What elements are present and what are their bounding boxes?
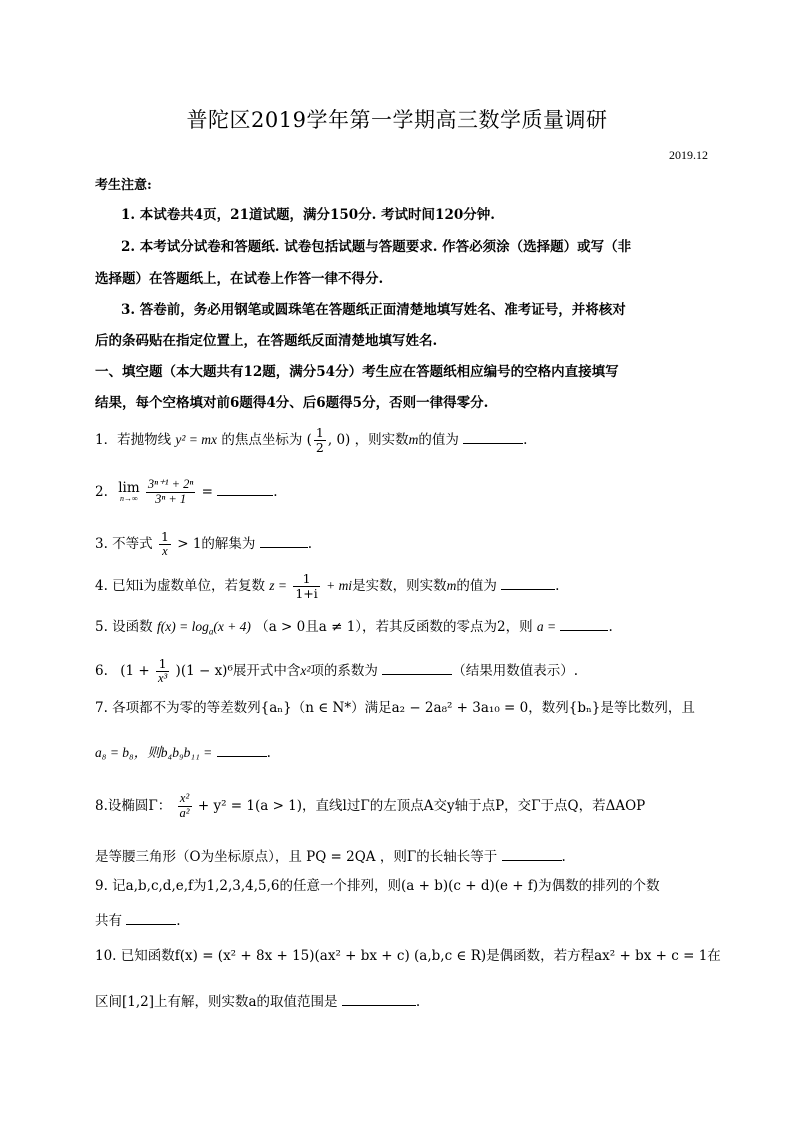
answer-blank[interactable] xyxy=(463,431,523,444)
q2-lim-text: lim xyxy=(118,479,140,496)
q10-period: . xyxy=(415,994,421,1010)
q5-function: f(x) = log xyxy=(156,619,209,634)
q5-period: . xyxy=(608,619,613,635)
q4-fraction xyxy=(293,572,319,601)
q4-text-post: 是实数，则实数 xyxy=(352,577,447,594)
q8-period: . xyxy=(561,849,566,865)
q2-numerator: 3ⁿ⁺¹ + 2ⁿ xyxy=(147,477,194,491)
question-4 xyxy=(95,572,559,601)
q4-numerator: 1 xyxy=(293,572,319,587)
answer-blank[interactable] xyxy=(501,577,555,590)
answer-blank[interactable] xyxy=(382,662,452,675)
q1-variable: m xyxy=(408,431,419,447)
answer-blank[interactable] xyxy=(260,535,308,548)
question-5 xyxy=(95,618,613,637)
q4-text: 4. 已知i为虚数单位，若复数 xyxy=(95,577,265,594)
q2-equals: = xyxy=(201,483,213,500)
question-10-line-2 xyxy=(95,993,420,1010)
q6-fraction xyxy=(156,657,169,686)
q2-fraction xyxy=(146,478,195,507)
q3-numerator: 1 xyxy=(160,529,169,544)
q6-close: )(1 − x)⁶ xyxy=(175,662,233,679)
q1-denominator: 2 xyxy=(315,439,324,455)
notice-item-2-line-2: 选择题）在答题纸上，在试卷上作答一律不得分. xyxy=(95,271,384,287)
answer-blank[interactable] xyxy=(126,912,176,925)
q1-text-mid: 的焦点坐标为 xyxy=(221,431,303,448)
q8-numerator: x² xyxy=(178,792,192,807)
q4-period: . xyxy=(555,577,560,594)
q7-text: a₈ = b₈，则b₄b₉b₁₁ = xyxy=(95,745,213,760)
q1-period: . xyxy=(523,431,528,448)
question-3 xyxy=(95,530,312,559)
answer-blank[interactable] xyxy=(217,744,267,757)
q4-plus-mi: + mi xyxy=(326,577,353,593)
q2-limit xyxy=(118,479,140,504)
question-9-line-2 xyxy=(95,912,181,929)
q6-numerator: 1 xyxy=(156,657,169,672)
q8-denominator: a² xyxy=(179,805,190,820)
question-10-line-1: 10. 已知函数f(x) = (x² + 8x + 15)(ax² + bx + c) (a,b,c ∈ R)是偶函数，若方程ax² + bx + c = 1在 xyxy=(95,948,721,964)
exam-date: 2019.12 xyxy=(669,148,708,162)
q5-log-base: a xyxy=(208,626,214,637)
q3-inequality: > 1 xyxy=(177,535,202,552)
q8-equation: + y² = 1(a > 1)，直线l过Γ的左顶点A交y轴于点P，交Γ于点Q，若ΔAOP xyxy=(197,797,646,814)
question-9-line-1: 9. 记a,b,c,d,e,f为1,2,3,4,5,6的任意一个排列，则(a + b)(c + d)(e + f)为偶数的排列的个数 xyxy=(95,878,660,894)
q6-text: 展开式中含 xyxy=(232,662,301,679)
q1-equation: y² = mx xyxy=(175,431,218,447)
q1-numerator: 1 xyxy=(315,425,324,440)
notice-item-2-line-1: 2. 本考试分试卷和答题纸. 试卷包括试题与答题要求. 作答必须涂（选择题）或写（非 xyxy=(121,239,632,255)
page-title: 普陀区2019学年第一学期高三数学质量调研 xyxy=(186,108,608,132)
answer-blank[interactable] xyxy=(342,993,416,1006)
question-1 xyxy=(95,426,527,455)
q3-text-post: 的解集为 xyxy=(201,535,256,552)
q2-denominator: 3ⁿ + 1 xyxy=(155,491,187,506)
notice-item-3-line-1: 3. 答卷前，务必用钢笔或圆珠笔在答题纸正面清楚地填写姓名、准考证号，并将核对 xyxy=(121,302,626,318)
q8-fraction xyxy=(178,792,192,821)
q5-argument: (x + 4) xyxy=(213,619,251,634)
q5-a-equals: a = xyxy=(536,619,557,634)
q1-text-post: ，则实数 xyxy=(354,431,409,448)
q9-text: 共有 xyxy=(95,913,122,929)
section-1-line-1: 一、填空题（本大题共有12题，满分54分）考生应在答题纸相应编号的空格内直接填写 xyxy=(95,364,619,380)
question-2 xyxy=(95,478,278,507)
question-7-line-1: 7. 各项都不为零的等差数列{aₙ}（n ∈ N*）满足a₂ − 2a₈² + 3a₁₀ = 0，数列{bₙ}是等比数列，且 xyxy=(95,700,695,716)
q5-condition: （a > 0且a ≠ 1），若其反函数的零点为2，则 xyxy=(255,619,533,635)
q4-text-end: 的值为 xyxy=(456,577,497,594)
q1-text-end: 的值为 xyxy=(418,431,459,448)
q4-z: z = xyxy=(269,577,288,593)
q8-text-line-2: 是等腰三角形（O为坐标原点），且 PQ = 2QA ，则Γ的长轴长等于 xyxy=(95,849,498,865)
q1-fraction xyxy=(314,426,326,455)
section-1-line-2: 结果，每个空格填对前6题得4分、后6题得5分，否则一律得零分. xyxy=(95,395,489,411)
q1-text: 1．若抛物线 xyxy=(95,431,172,448)
question-6 xyxy=(95,657,578,686)
question-7-line-2 xyxy=(95,744,271,761)
q1-point-close: , 0) xyxy=(327,431,351,448)
q2-period: . xyxy=(273,483,278,500)
q2-lim-sub: n→∞ xyxy=(120,494,138,503)
q2-number: 2. xyxy=(95,483,108,500)
q6-tail: （结果用数值表示）. xyxy=(452,662,578,679)
q5-text: 5. 设函数 xyxy=(95,619,153,635)
q6-number: 6. xyxy=(95,662,108,679)
q3-fraction xyxy=(159,530,171,559)
q3-text: 3. 不等式 xyxy=(95,535,153,552)
answer-blank[interactable] xyxy=(560,618,608,631)
answer-blank[interactable] xyxy=(502,848,562,861)
q4-denominator: 1+i xyxy=(295,585,318,601)
q3-denominator: x xyxy=(162,543,168,558)
q8-text: 8.设椭圆Γ： xyxy=(95,797,172,814)
q9-period: . xyxy=(176,913,181,929)
q10-text: 区间[1,2]上有解，则实数a的取值范围是 xyxy=(95,994,338,1010)
notice-item-3-line-2: 后的条码贴在指定位置上，在答题纸反面清楚地填写姓名. xyxy=(95,333,438,349)
notice-item-1: 1. 本试卷共4页，21道试题，满分150分. 考试时间120分钟. xyxy=(121,207,495,223)
question-8-line-1 xyxy=(95,792,645,821)
q4-variable: m xyxy=(446,577,457,593)
q1-point-open: ( xyxy=(306,431,312,448)
q6-open: (1 + xyxy=(120,662,150,679)
answer-blank[interactable] xyxy=(217,483,273,496)
question-8-line-2 xyxy=(95,848,566,865)
q3-period: . xyxy=(307,535,313,552)
q6-term: x² xyxy=(300,662,311,678)
notice-heading: 考生注意: xyxy=(95,178,152,193)
q6-denominator: x³ xyxy=(157,670,168,685)
q6-text-end: 项的系数为 xyxy=(310,662,378,679)
q7-period: . xyxy=(266,745,271,761)
